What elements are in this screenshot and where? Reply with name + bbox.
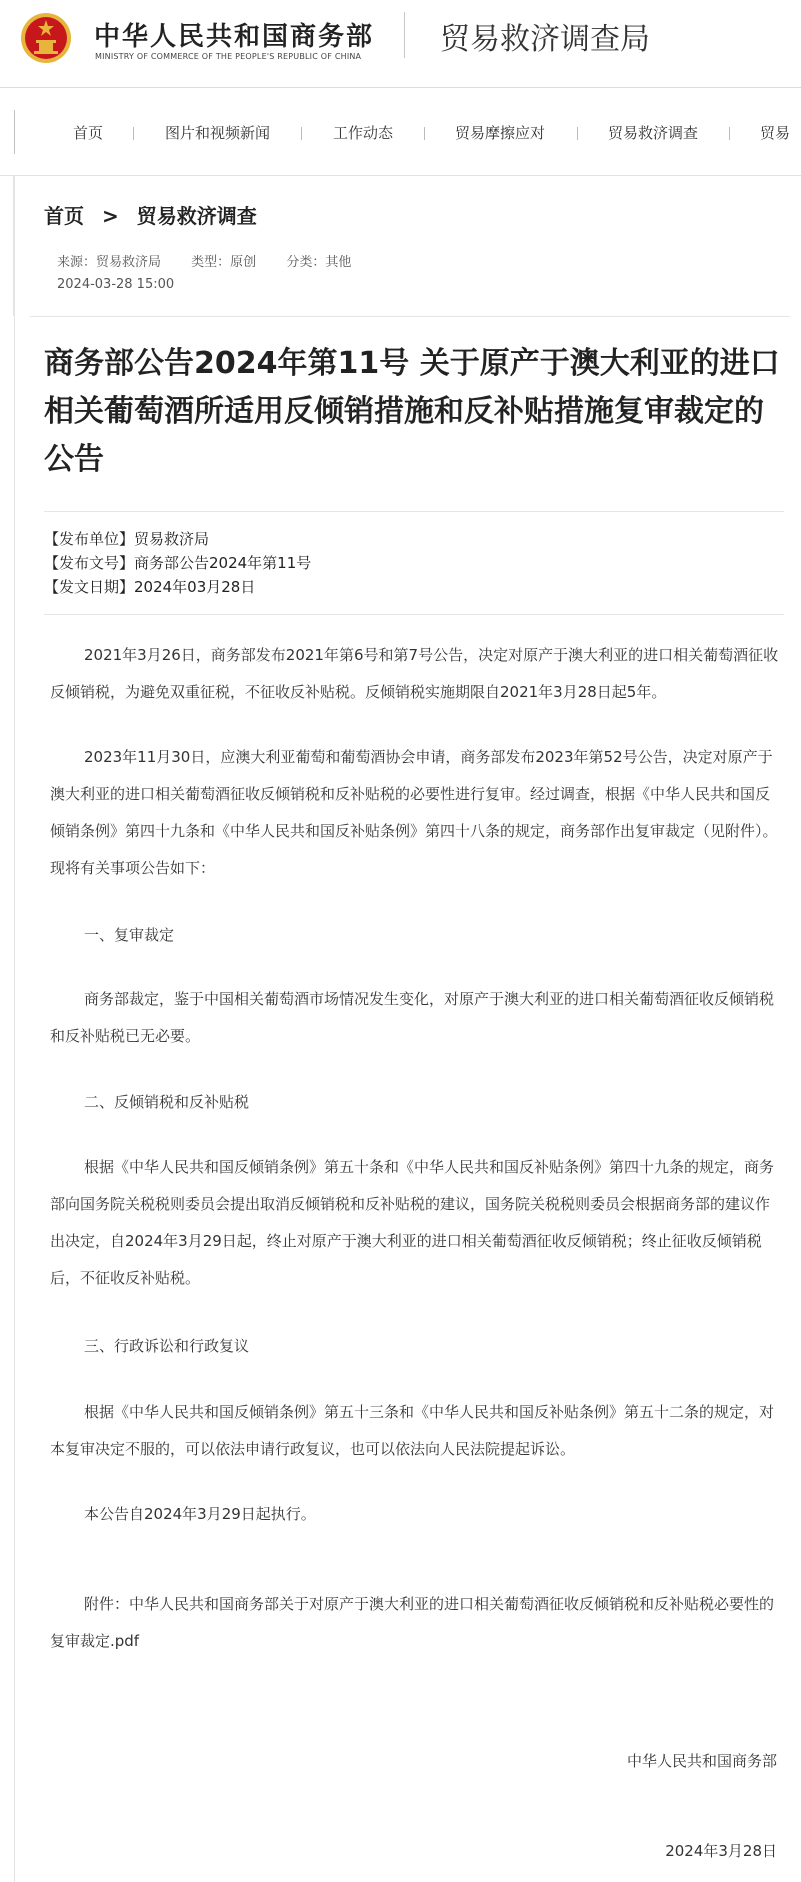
article-paragraph: 根据《中华人民共和国反倾销条例》第五十条和《中华人民共和国反补贴条例》第四十九条的规定，商务部向国务院关税税则委员会提出取消反倾销税和反补贴税的建议，国务院关税税则委员会根据商务部的建议作出决定，自2024年3月29日起，终止对原产于澳大利亚的进口相关葡萄酒征收反倾销税；终止征收反倾销税后，不征收反补贴税。 (50, 1158, 775, 1287)
breadcrumb-home[interactable]: 首页 (44, 204, 84, 228)
section-heading: 三、行政诉讼和行政复议 (84, 1337, 250, 1355)
divider (30, 316, 790, 317)
article-paragraph: 商务部裁定，鉴于中国相关葡萄酒市场情况发生变化，对原产于澳大利亚的进口相关葡萄酒征收反倾销税和反补贴税已无必要。 (50, 990, 775, 1045)
breadcrumb-sep: > (102, 204, 119, 228)
nav-item-trade-more[interactable]: 贸易 (760, 124, 791, 142)
article-paragraph: 2023年11月30日，应澳大利亚葡萄和葡萄酒协会申请，商务部发布2023年第52号公告，决定对原产于澳大利亚的进口相关葡萄酒征收反倾销税和反补贴税的必要性进行复审。经过调查，根据《中华人民共和国反倾销条例》第四十九条和《中华人民共和国反补贴条例》第四十八条的规定，商务部作出复审裁定（见附件）。现将有关事项公告如下： (50, 748, 778, 877)
main-nav (0, 88, 801, 176)
nav-item-media-news[interactable]: 图片和视频新闻 (165, 124, 271, 142)
article-info (44, 527, 311, 599)
meta-source: 来源：贸易救济局 (57, 255, 162, 270)
meta-category: 分类：其他 (286, 255, 352, 270)
site-name[interactable]: 贸易救济调查局 (440, 22, 650, 57)
divider (44, 614, 784, 615)
nav-separator (301, 127, 302, 140)
nav-item-trade-friction[interactable]: 贸易摩擦应对 (455, 124, 546, 142)
nav-separator (577, 127, 578, 140)
info-date: 【发文日期】2024年03月28日 (44, 578, 256, 596)
breadcrumb (44, 200, 257, 229)
attachment-link[interactable]: 附件：中华人民共和国商务部关于对原产于澳大利亚的进口相关葡萄酒征收反倾销税和反补贴税必要性的复审裁定.pdf (50, 1595, 775, 1650)
breadcrumb-current[interactable]: 贸易救济调查 (136, 204, 257, 228)
nav-item-work-news[interactable]: 工作动态 (333, 124, 394, 142)
header-divider (404, 12, 405, 58)
info-issuer: 【发布单位】贸易救济局 (44, 530, 210, 548)
org-name-en: MINISTRY OF COMMERCE OF THE PEOPLE'S REPUBLIC OF CHINA (95, 52, 362, 61)
article-paragraph: 根据《中华人民共和国反倾销条例》第五十三条和《中华人民共和国反补贴条例》第五十二条的规定，对本复审决定不服的，可以依法申请行政复议，也可以依法向人民法院提起诉讼。 (50, 1403, 775, 1458)
left-rule (14, 176, 15, 1882)
signature-org: 中华人民共和国商务部 (626, 1752, 777, 1770)
article-paragraph: 2021年3月26日，商务部发布2021年第6号和第7号公告，决定对原产于澳大利亚的进口相关葡萄酒征收反倾销税，为避免双重征税，不征收反补贴税。反倾销税实施期限自2021年3月28日起5年。 (50, 646, 779, 701)
nav-edge (14, 110, 15, 154)
org-name-cn: 中华人民共和国商务部 (94, 22, 375, 52)
divider (44, 511, 784, 512)
article-meta (57, 251, 377, 270)
info-doc-no: 【发布文号】商务部公告2024年第11号 (44, 554, 312, 572)
article-paragraph: 本公告自2024年3月29日起执行。 (84, 1505, 316, 1523)
nav-separator (424, 127, 425, 140)
meta-type: 类型：原创 (191, 255, 257, 270)
signature-date: 2024年3月28日 (665, 1842, 777, 1860)
section-heading: 二、反倾销税和反补贴税 (84, 1093, 250, 1111)
article-title: 商务部公告2024年第11号 关于原产于澳大利亚的进口相关葡萄酒所适用反倾销措施和反补贴措施复审裁定的公告 (44, 346, 780, 477)
nav-item-trade-remedy[interactable]: 贸易救济调查 (608, 124, 699, 142)
national-emblem-icon[interactable] (20, 12, 72, 64)
nav-item-home[interactable]: 首页 (73, 124, 104, 142)
section-heading: 一、复审裁定 (84, 926, 175, 944)
site-header (0, 0, 801, 88)
left-tick (0, 176, 14, 316)
nav-separator (729, 127, 730, 140)
meta-datetime: 2024-03-28 15:00 (57, 277, 175, 292)
nav-separator (133, 127, 134, 140)
